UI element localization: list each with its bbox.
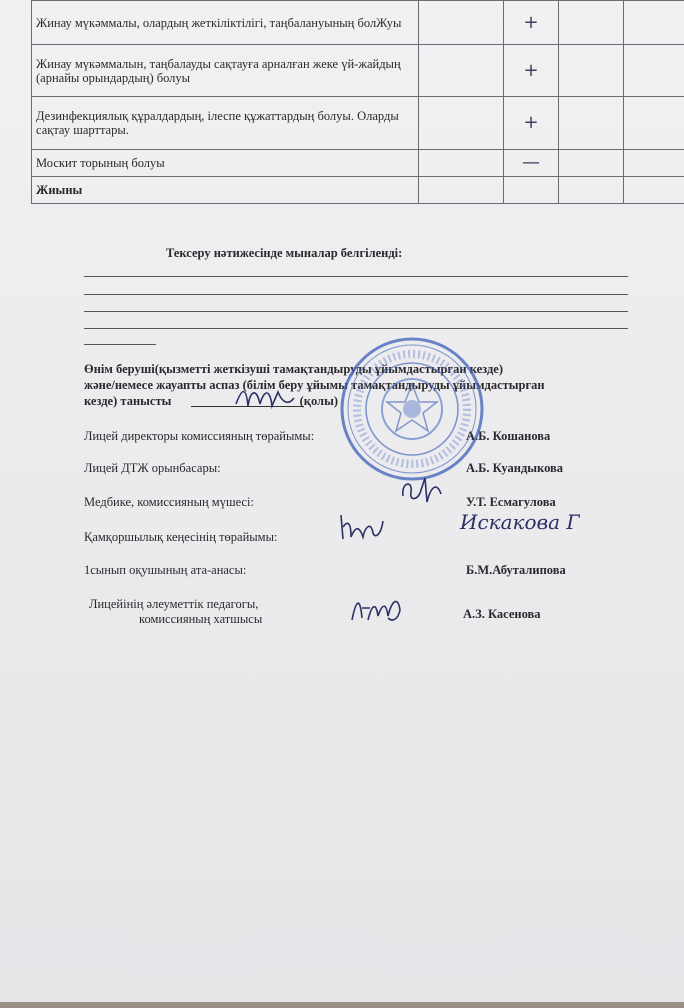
signatory-name: Б.М.Абуталипова	[466, 563, 566, 577]
checklist-table	[31, 0, 684, 204]
blank-line	[84, 311, 628, 312]
row-description: Жинау мүкәммалы, олардың жеткіліктілігі, таңбалануының болЖуы	[32, 1, 419, 45]
official-seal-stamp	[339, 336, 485, 487]
blank-line	[84, 344, 156, 345]
signature-scribble	[397, 472, 445, 513]
paper-edge	[0, 1002, 684, 1008]
handwritten-name	[458, 505, 588, 544]
check-mark: +	[504, 1, 559, 45]
blank-line	[84, 328, 628, 329]
row-description: Жинау мүкәммалын, таңбалауды сақтауға арналған жеке үй-жайдың (арнайы орындардың) болуы	[32, 45, 419, 97]
check-mark: +	[504, 97, 559, 150]
signatory-name: А.З. Касенова	[463, 607, 541, 621]
signatory-role: Лицейінің әлеуметтік педагогы,	[89, 597, 259, 611]
check-mark: —	[504, 150, 559, 177]
blank-line	[84, 276, 628, 277]
table-row	[32, 97, 684, 150]
signatory-name: А.Б. Кошанова	[466, 429, 551, 443]
signatory-role: Медбике, комиссияның мүшесі:	[84, 495, 254, 509]
blank-line	[84, 294, 628, 295]
signatory-role-line2: комиссияның хатшысы	[139, 612, 263, 626]
check-mark: +	[504, 45, 559, 97]
signatory-name: А.Б. Куандыкова	[466, 461, 564, 475]
results-title: Тексеру нәтижесінде мыналар белгіленді:	[166, 246, 403, 260]
table-row-total	[32, 177, 684, 204]
table-row	[32, 45, 684, 97]
table-row	[32, 150, 684, 177]
handwritten-name-text: Искакова Г	[460, 510, 580, 534]
table-row	[32, 1, 684, 45]
signatory-role: 1сынып оқушының ата-анасы:	[84, 563, 247, 577]
signatory-role: Лицей директоры комиссияның төрайымы:	[84, 429, 315, 443]
signatory-role: Лицей ДТЖ орынбасары:	[84, 461, 221, 475]
signature-scribble	[348, 590, 404, 631]
row-description: Жиыны	[32, 177, 419, 204]
signatory-role: Қамқоршылық кеңесінің төрайымы:	[84, 530, 278, 544]
check-mark	[504, 177, 559, 204]
row-description: Дезинфекциялық құралдардың, ілеспе құжаттардың болуы. Оларды сақтау шарттары.	[32, 97, 419, 150]
signature-scribble	[232, 382, 298, 417]
row-description: Москит торының болуы	[32, 150, 419, 177]
signatory-name: У.Т. Есмагулова	[466, 495, 556, 509]
signature-scribble	[337, 507, 385, 550]
acknowledgement-paragraph: Өнім беруші(қызметті жеткізуші тамақтандыруды ұйымдастырған кезде) және/немесе жауапты аспаз (білім беру ұйымы тамақтандыруды ұйымдастырған кезде) танысты (қолы)	[84, 362, 545, 408]
